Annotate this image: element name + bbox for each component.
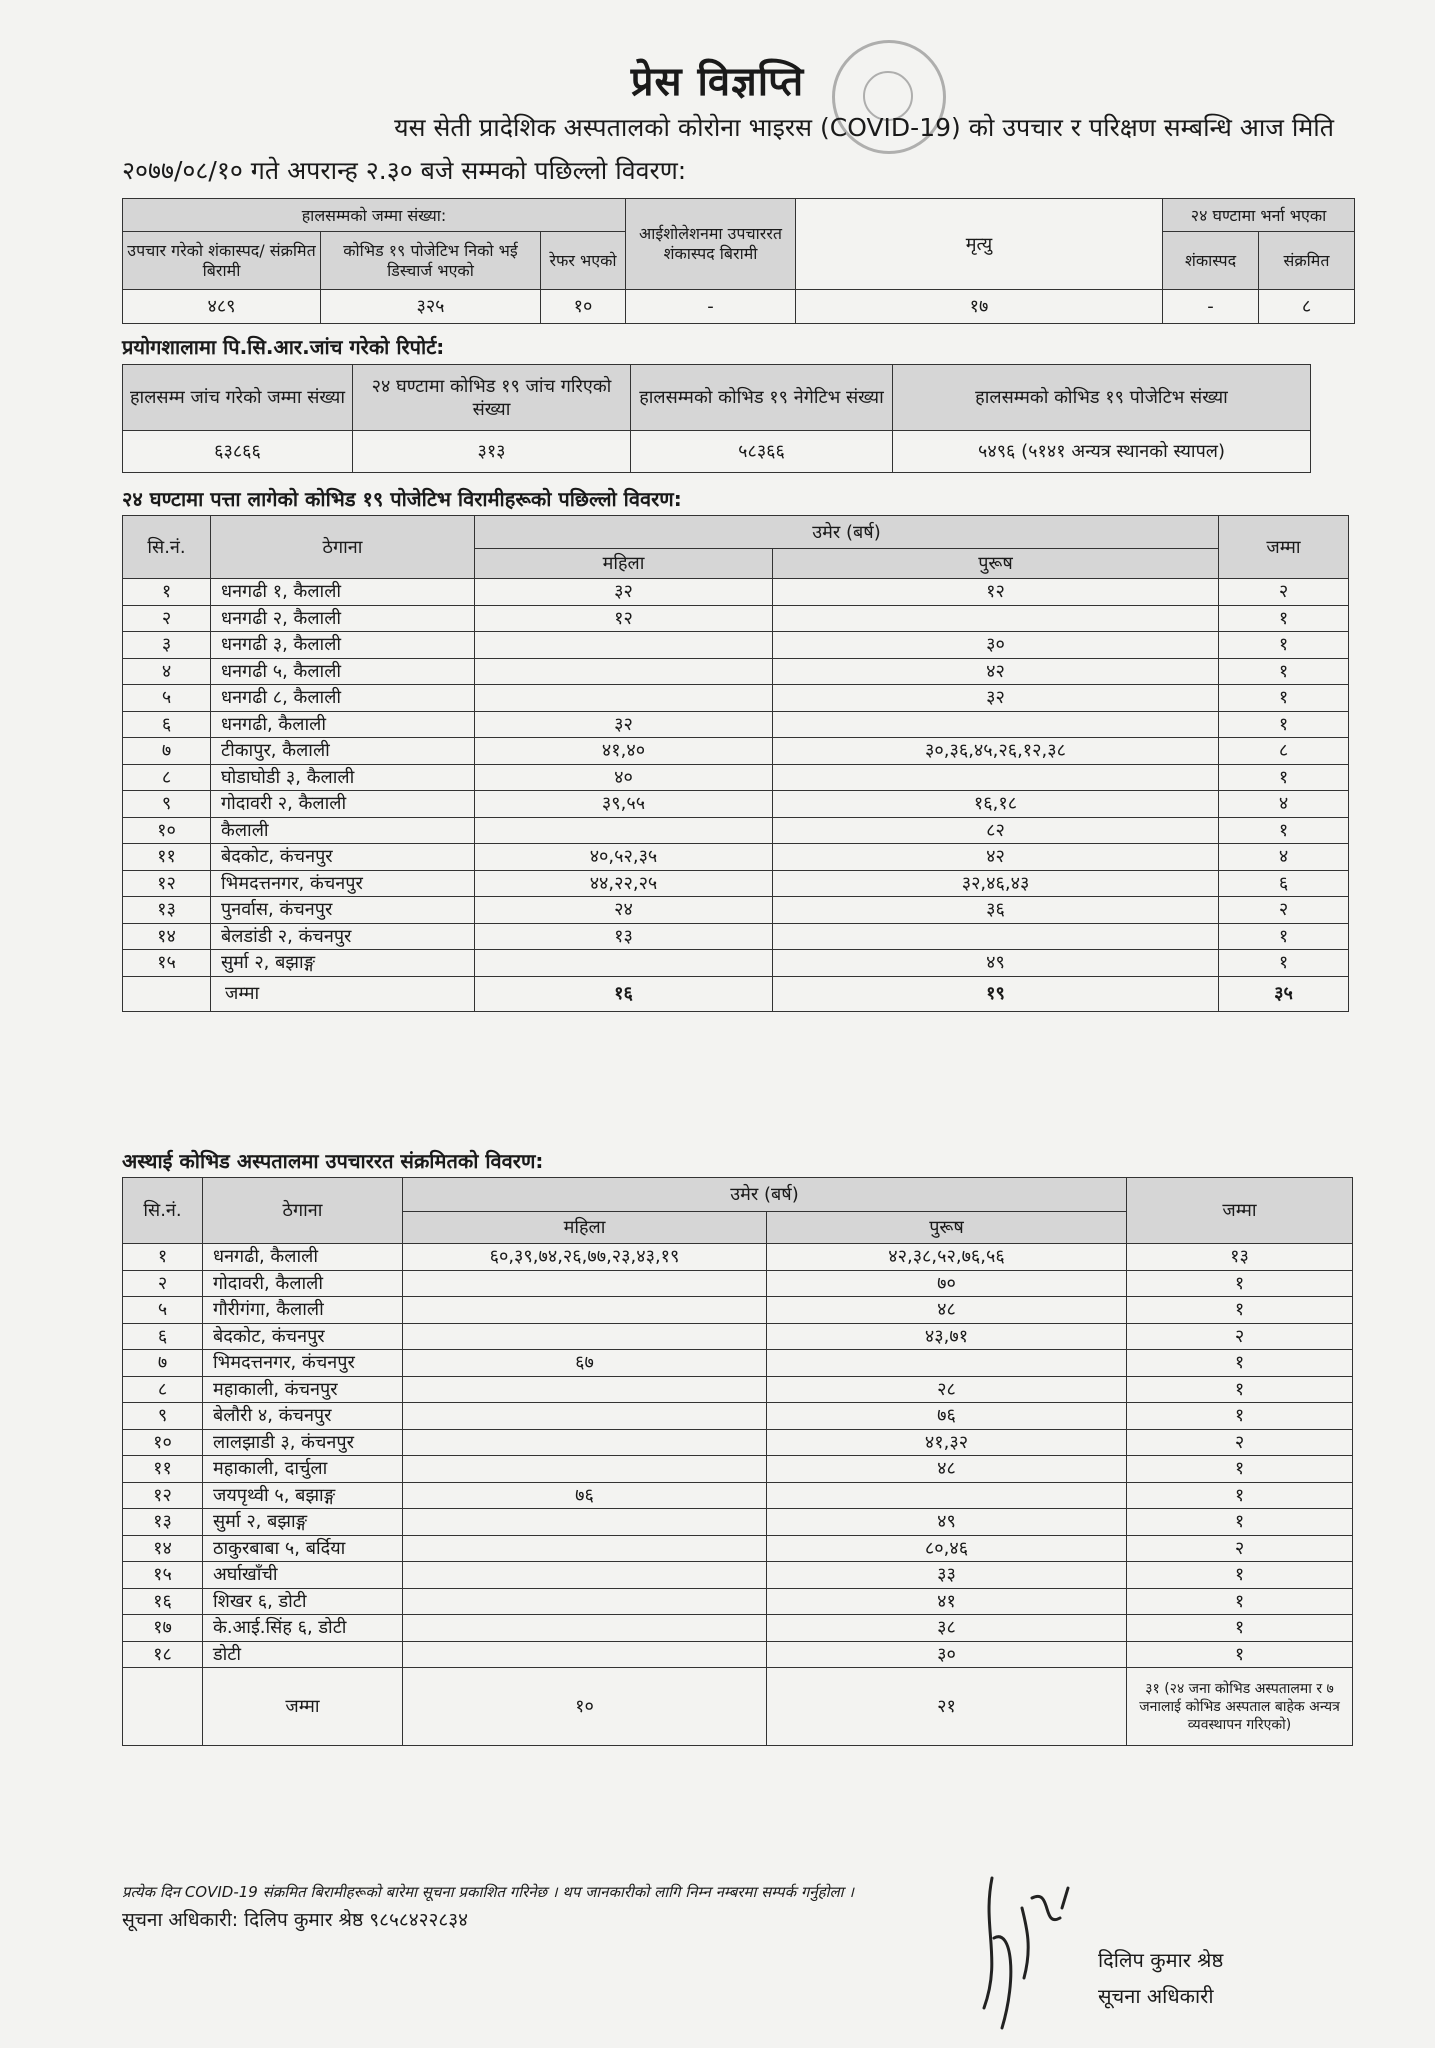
nc-header-female: महिला <box>475 549 773 579</box>
hospital-cell-sn: १७ <box>123 1615 203 1642</box>
new-case-cell-male <box>773 923 1219 950</box>
hospital-cell-male <box>767 1350 1127 1377</box>
hospital-cell-sn: ७ <box>123 1350 203 1377</box>
hospital-cell-male: ४१,३२ <box>767 1429 1127 1456</box>
hospital-cell-male: ४८ <box>767 1297 1127 1324</box>
new-case-row <box>123 711 1349 738</box>
new-case-cell-total: १ <box>1219 923 1349 950</box>
hospital-cell-sn: १ <box>123 1244 203 1271</box>
lab-header-24h: २४ घण्टामा कोभिड १९ जांच गरिएको संख्या <box>353 365 631 431</box>
value-isolation: - <box>626 290 796 324</box>
hospital-row <box>123 1456 1353 1483</box>
nc-footer-label: जम्मा <box>211 976 475 1011</box>
new-case-cell-address: धनगढी १, कैलाली <box>211 579 475 606</box>
new-case-row <box>123 658 1349 685</box>
new-case-cell-address: धनगढी ८, कैलाली <box>211 685 475 712</box>
hospital-cell-address: धनगढी, कैलाली <box>203 1244 403 1271</box>
hospital-row <box>123 1615 1353 1642</box>
new-case-cell-sn: २ <box>123 605 211 632</box>
hospital-cell-female <box>403 1270 767 1297</box>
hospital-cell-sn: ६ <box>123 1323 203 1350</box>
new-case-cell-total: १ <box>1219 711 1349 738</box>
hospital-cell-sn: १३ <box>123 1509 203 1536</box>
new-case-cell-male: ३२,४६,४३ <box>773 870 1219 897</box>
hospital-cell-address: अर्घाखाँची <box>203 1562 403 1589</box>
hospital-cell-address: बेदकोट, कंचनपुर <box>203 1323 403 1350</box>
hosp-footer-total: ३१ (२४ जना कोभिड अस्पतालमा र ७ जनालाई कोभिड अस्पताल बाहेक अन्यत्र व्यवस्थापन गरिएको) <box>1127 1668 1353 1746</box>
new-case-cell-sn: ७ <box>123 738 211 765</box>
hospital-cell-sn: १४ <box>123 1535 203 1562</box>
hospital-cell-address: भिमदत्तनगर, कंचनपुर <box>203 1350 403 1377</box>
new-case-cell-address: धनगढी ५, कैलाली <box>211 658 475 685</box>
hospital-cell-male: ३३ <box>767 1562 1127 1589</box>
hospital-cell-sn: ९ <box>123 1403 203 1430</box>
hospital-cell-sn: १२ <box>123 1482 203 1509</box>
new-case-cell-female <box>475 658 773 685</box>
hospital-table <box>122 1177 1353 1746</box>
hospital-cell-female: ६०,३९,७४,२६,७७,२३,४३,१९ <box>403 1244 767 1271</box>
new-case-row <box>123 579 1349 606</box>
new-case-cell-address: कैलाली <box>211 817 475 844</box>
new-case-cell-address: सुर्मा २, बझाङ्ग <box>211 950 475 977</box>
hospital-cell-sn: १६ <box>123 1588 203 1615</box>
hosp-header-male: पुरूष <box>767 1212 1127 1244</box>
hospital-cell-male: ४३,७१ <box>767 1323 1127 1350</box>
new-case-cell-female: ३९,५५ <box>475 791 773 818</box>
hospital-row <box>123 1270 1353 1297</box>
new-case-cell-female <box>475 685 773 712</box>
new-case-cell-total: १ <box>1219 632 1349 659</box>
hospital-cell-sn: ८ <box>123 1376 203 1403</box>
value-referred: १० <box>541 290 626 324</box>
hospital-cell-sn: ५ <box>123 1297 203 1324</box>
new-case-cell-sn: ९ <box>123 791 211 818</box>
hospital-cell-address: महाकाली, दार्चुला <box>203 1456 403 1483</box>
hospital-cell-address: बेलौरी ४, कंचनपुर <box>203 1403 403 1430</box>
new-case-cell-female: २४ <box>475 897 773 924</box>
new-case-row <box>123 632 1349 659</box>
hospital-row <box>123 1350 1353 1377</box>
hosp-footer-male: २१ <box>767 1668 1127 1746</box>
hospital-cell-female <box>403 1429 767 1456</box>
nc-footer-total: ३५ <box>1219 976 1349 1011</box>
new-case-row <box>123 844 1349 871</box>
hospital-row <box>123 1429 1353 1456</box>
hospital-cell-male <box>767 1482 1127 1509</box>
lab-table <box>122 364 1311 473</box>
lab-value-positive: ५४९६ (५१४१ अन्यत्र स्थानको स्यापल) <box>893 431 1311 473</box>
header-total-group: हालसम्मको जम्मा संख्या: <box>123 199 626 232</box>
new-case-cell-female: ३२ <box>475 579 773 606</box>
lab-section-title: प्रयोगशालामा पि.सि.आर.जांच गरेको रिपोर्ट: <box>122 335 445 359</box>
hosp-header-address: ठेगाना <box>203 1178 403 1244</box>
hospital-cell-total: १ <box>1127 1350 1353 1377</box>
new-case-row <box>123 897 1349 924</box>
nc-header-age: उमेर (बर्ष) <box>475 516 1219 549</box>
hospital-cell-total: १ <box>1127 1615 1353 1642</box>
signature-icon <box>972 1868 1112 2038</box>
new-case-row <box>123 817 1349 844</box>
hospital-cell-sn: ११ <box>123 1456 203 1483</box>
hospital-cell-address: गौरीगंगा, कैलाली <box>203 1297 403 1324</box>
hospital-cell-total: १ <box>1127 1297 1353 1324</box>
lab-header-total: हालसम्म जांच गरेको जम्मा संख्या <box>123 365 353 431</box>
hospital-cell-address: जयपृथ्वी ५, बझाङ्ग <box>203 1482 403 1509</box>
hospital-cell-address: सुर्मा २, बझाङ्ग <box>203 1509 403 1536</box>
new-case-cell-address: धनगढी, कैलाली <box>211 711 475 738</box>
new-case-cell-sn: ८ <box>123 764 211 791</box>
nc-header-total: जम्मा <box>1219 516 1349 579</box>
new-case-cell-sn: १० <box>123 817 211 844</box>
new-case-cell-sn: १२ <box>123 870 211 897</box>
new-case-cell-sn: ५ <box>123 685 211 712</box>
hospital-row <box>123 1562 1353 1589</box>
hospital-section-title: अस्थाई कोभिड अस्पतालमा उपचाररत संक्रमितको विवरण: <box>122 1149 544 1173</box>
header-discharged: कोभिड १९ पोजेटिभ निको भई डिस्चार्ज भएको <box>321 232 541 290</box>
hospital-row <box>123 1641 1353 1668</box>
footnote: प्रत्येक दिन COVID-19 संक्रमित बिरामीहरूको बारेमा सूचना प्रकाशित गरिनेछ । थप जानकारीको लागि निम्न नम्बरमा सम्पर्क गर्नुहोला । <box>122 1883 854 1901</box>
hospital-cell-total: २ <box>1127 1429 1353 1456</box>
new-case-cell-male <box>773 605 1219 632</box>
hospital-cell-total: २ <box>1127 1323 1353 1350</box>
header-infected: संक्रमित <box>1259 232 1355 290</box>
new-case-cell-total: ४ <box>1219 844 1349 871</box>
new-case-cell-total: १ <box>1219 950 1349 977</box>
intro-line-2: २०७७/०८/१० गते अपरान्ह २.३० बजे सम्मको पछिल्लो विवरण: <box>122 156 687 185</box>
hospital-cell-female <box>403 1323 767 1350</box>
lab-value-total: ६३८६६ <box>123 431 353 473</box>
new-case-cell-male: ३०,३६,४५,२६,१२,३८ <box>773 738 1219 765</box>
header-treated: उपचार गरेको शंकास्पद/ संक्रमित बिरामी <box>123 232 321 290</box>
new-case-cell-sn: ६ <box>123 711 211 738</box>
hospital-cell-sn: १० <box>123 1429 203 1456</box>
hospital-cell-total: १३ <box>1127 1244 1353 1271</box>
hospital-row <box>123 1588 1353 1615</box>
new-case-cell-female: १२ <box>475 605 773 632</box>
new-case-cell-address: भिमदत्तनगर, कंचनपुर <box>211 870 475 897</box>
lab-value-negative: ५८३६६ <box>631 431 893 473</box>
hosp-footer-female: १० <box>403 1668 767 1746</box>
new-case-row <box>123 923 1349 950</box>
new-case-cell-total: २ <box>1219 897 1349 924</box>
hosp-footer-spacer <box>123 1668 203 1746</box>
hospital-cell-address: लालझाडी ३, कंचनपुर <box>203 1429 403 1456</box>
officer-contact: सूचना अधिकारी: दिलिप कुमार श्रेष्ठ ९८५८४२२८३४ <box>122 1909 468 1931</box>
new-case-cell-sn: १४ <box>123 923 211 950</box>
intro-line-1: यस सेती प्रादेशिक अस्पतालको कोरोना भाइरस (COVID-19) को उपचार र परिक्षण सम्बन्धि आज मिति <box>394 113 1334 142</box>
nc-footer-spacer <box>123 976 211 1011</box>
new-case-row <box>123 685 1349 712</box>
hosp-header-age: उमेर (बर्ष) <box>403 1178 1127 1212</box>
hospital-row <box>123 1403 1353 1430</box>
hospital-cell-total: १ <box>1127 1562 1353 1589</box>
new-case-cell-male: ३० <box>773 632 1219 659</box>
hospital-cell-male: ४८ <box>767 1456 1127 1483</box>
hospital-cell-female <box>403 1615 767 1642</box>
new-case-cell-male <box>773 764 1219 791</box>
hospital-cell-female <box>403 1509 767 1536</box>
new-case-cell-female: ३२ <box>475 711 773 738</box>
hospital-cell-address: महाकाली, कंचनपुर <box>203 1376 403 1403</box>
header-suspected: शंकास्पद <box>1163 232 1259 290</box>
new-case-cell-female <box>475 632 773 659</box>
hospital-cell-total: १ <box>1127 1482 1353 1509</box>
header-24h-group: २४ घण्टामा भर्ना भएका <box>1163 199 1355 232</box>
hospital-cell-female <box>403 1403 767 1430</box>
page-title: प्रेस विज्ञप्ति <box>630 59 805 105</box>
hospital-cell-male: ८०,४६ <box>767 1535 1127 1562</box>
new-case-cell-male: ३६ <box>773 897 1219 924</box>
signatory-name: दिलिप कुमार श्रेष्ठ <box>1098 1948 1224 1972</box>
hospital-cell-total: १ <box>1127 1641 1353 1668</box>
new-case-cell-sn: ४ <box>123 658 211 685</box>
value-infected: ८ <box>1259 290 1355 324</box>
new-case-cell-total: १ <box>1219 685 1349 712</box>
new-case-cell-male: ८२ <box>773 817 1219 844</box>
lab-value-24h: ३१३ <box>353 431 631 473</box>
new-case-row <box>123 605 1349 632</box>
new-case-cell-female: ४१,४० <box>475 738 773 765</box>
new-case-cell-male: १२ <box>773 579 1219 606</box>
new-case-cell-sn: १ <box>123 579 211 606</box>
signatory-role: सूचना अधिकारी <box>1098 1984 1214 2008</box>
new-case-cell-address: गोदावरी २, कैलाली <box>211 791 475 818</box>
new-case-cell-female <box>475 950 773 977</box>
hospital-row <box>123 1482 1353 1509</box>
hospital-cell-total: १ <box>1127 1403 1353 1430</box>
new-case-cell-male <box>773 711 1219 738</box>
hospital-cell-male: ३८ <box>767 1615 1127 1642</box>
header-death: मृत्यु <box>796 199 1163 290</box>
nc-footer-male: १९ <box>773 976 1219 1011</box>
hospital-cell-female <box>403 1297 767 1324</box>
hosp-header-sn: सि.नं. <box>123 1178 203 1244</box>
hosp-header-total: जम्मा <box>1127 1178 1353 1244</box>
hospital-cell-female <box>403 1588 767 1615</box>
hospital-cell-male: ७० <box>767 1270 1127 1297</box>
nc-footer-female: १६ <box>475 976 773 1011</box>
hospital-cell-female: ६७ <box>403 1350 767 1377</box>
new-case-row <box>123 764 1349 791</box>
hospital-cell-sn: १८ <box>123 1641 203 1668</box>
hospital-cell-sn: १५ <box>123 1562 203 1589</box>
new-case-cell-female: १३ <box>475 923 773 950</box>
new-case-cell-address: बेलडांडी २, कंचनपुर <box>211 923 475 950</box>
new-case-row <box>123 791 1349 818</box>
new-case-cell-total: २ <box>1219 579 1349 606</box>
hospital-cell-male: ३० <box>767 1641 1127 1668</box>
new-case-cell-total: १ <box>1219 764 1349 791</box>
new-case-cell-total: १ <box>1219 658 1349 685</box>
new-case-cell-female <box>475 817 773 844</box>
new-case-cell-address: टीकापुर, कैलाली <box>211 738 475 765</box>
hospital-cell-female <box>403 1456 767 1483</box>
hospital-cell-female <box>403 1376 767 1403</box>
hospital-row <box>123 1535 1353 1562</box>
new-case-cell-male: ४२ <box>773 658 1219 685</box>
hospital-cell-total: १ <box>1127 1270 1353 1297</box>
new-case-cell-total: ६ <box>1219 870 1349 897</box>
hospital-cell-female <box>403 1641 767 1668</box>
hospital-cell-total: १ <box>1127 1509 1353 1536</box>
new-case-cell-total: ८ <box>1219 738 1349 765</box>
summary-table <box>122 198 1355 324</box>
new-case-cell-address: बेदकोट, कंचनपुर <box>211 844 475 871</box>
hospital-body <box>123 1244 1353 1668</box>
lab-header-positive: हालसम्मको कोभिड १९ पोजेटिभ संख्या <box>893 365 1311 431</box>
new-case-cell-total: १ <box>1219 605 1349 632</box>
new-case-cell-male: ४२ <box>773 844 1219 871</box>
hospital-cell-total: १ <box>1127 1456 1353 1483</box>
hospital-row <box>123 1323 1353 1350</box>
hospital-cell-female <box>403 1562 767 1589</box>
hospital-cell-male: ४२,३८,५२,७६,५६ <box>767 1244 1127 1271</box>
new-case-cell-female: ४० <box>475 764 773 791</box>
hospital-cell-address: शिखर ६, डोटी <box>203 1588 403 1615</box>
new-case-row <box>123 738 1349 765</box>
nc-header-address: ठेगाना <box>211 516 475 579</box>
hosp-header-female: महिला <box>403 1212 767 1244</box>
new-case-row <box>123 870 1349 897</box>
new-case-cell-total: १ <box>1219 817 1349 844</box>
lab-header-negative: हालसम्मको कोभिड १९ नेगेटिभ संख्या <box>631 365 893 431</box>
value-discharged: ३२५ <box>321 290 541 324</box>
new-case-cell-sn: ११ <box>123 844 211 871</box>
nc-header-male: पुरूष <box>773 549 1219 579</box>
hospital-cell-male: ४९ <box>767 1509 1127 1536</box>
new-case-cell-address: धनगढी ३, कैलाली <box>211 632 475 659</box>
new-case-cell-address: पुनर्वास, कंचनपुर <box>211 897 475 924</box>
new-case-cell-sn: १३ <box>123 897 211 924</box>
new-case-cell-female: ४४,२२,२५ <box>475 870 773 897</box>
hospital-cell-female <box>403 1535 767 1562</box>
new-cases-table <box>122 515 1349 1012</box>
new-case-cell-total: ४ <box>1219 791 1349 818</box>
hospital-cell-female: ७६ <box>403 1482 767 1509</box>
hospital-cell-male: २८ <box>767 1376 1127 1403</box>
new-case-cell-male: १६,१८ <box>773 791 1219 818</box>
hosp-footer-label: जम्मा <box>203 1668 403 1746</box>
new-case-cell-address: धनगढी २, कैलाली <box>211 605 475 632</box>
new-case-cell-address: घोडाघोडी ३, कैलाली <box>211 764 475 791</box>
hospital-row <box>123 1244 1353 1271</box>
hospital-cell-address: ठाकुरबाबा ५, बर्दिया <box>203 1535 403 1562</box>
hospital-row <box>123 1297 1353 1324</box>
hospital-cell-total: २ <box>1127 1535 1353 1562</box>
new-case-cell-sn: ३ <box>123 632 211 659</box>
hospital-row <box>123 1376 1353 1403</box>
hospital-cell-address: डोटी <box>203 1641 403 1668</box>
hospital-cell-total: १ <box>1127 1376 1353 1403</box>
header-referred: रेफर भएको <box>541 232 626 290</box>
hospital-cell-male: ४१ <box>767 1588 1127 1615</box>
value-death: १७ <box>796 290 1163 324</box>
new-case-cell-male: ३२ <box>773 685 1219 712</box>
hospital-cell-sn: २ <box>123 1270 203 1297</box>
new-case-cell-female: ४०,५२,३५ <box>475 844 773 871</box>
hospital-cell-address: गोदावरी, कैलाली <box>203 1270 403 1297</box>
nc-header-sn: सि.नं. <box>123 516 211 579</box>
new-case-row <box>123 950 1349 977</box>
new-cases-body <box>123 579 1349 977</box>
hospital-row <box>123 1509 1353 1536</box>
new-case-cell-male: ४९ <box>773 950 1219 977</box>
hospital-cell-male: ७६ <box>767 1403 1127 1430</box>
value-suspected: - <box>1163 290 1259 324</box>
header-isolation: आईशोलेशनमा उपचाररत शंकास्पद बिरामी <box>626 199 796 290</box>
hospital-cell-address: के.आई.सिंह ६, डोटी <box>203 1615 403 1642</box>
hospital-cell-total: १ <box>1127 1588 1353 1615</box>
new-cases-section-title: २४ घण्टामा पत्ता लागेको कोभिड १९ पोजेटिभ विरामीहरूको पछिल्लो विवरण: <box>122 487 682 511</box>
new-case-cell-sn: १५ <box>123 950 211 977</box>
value-treated: ४८९ <box>123 290 321 324</box>
